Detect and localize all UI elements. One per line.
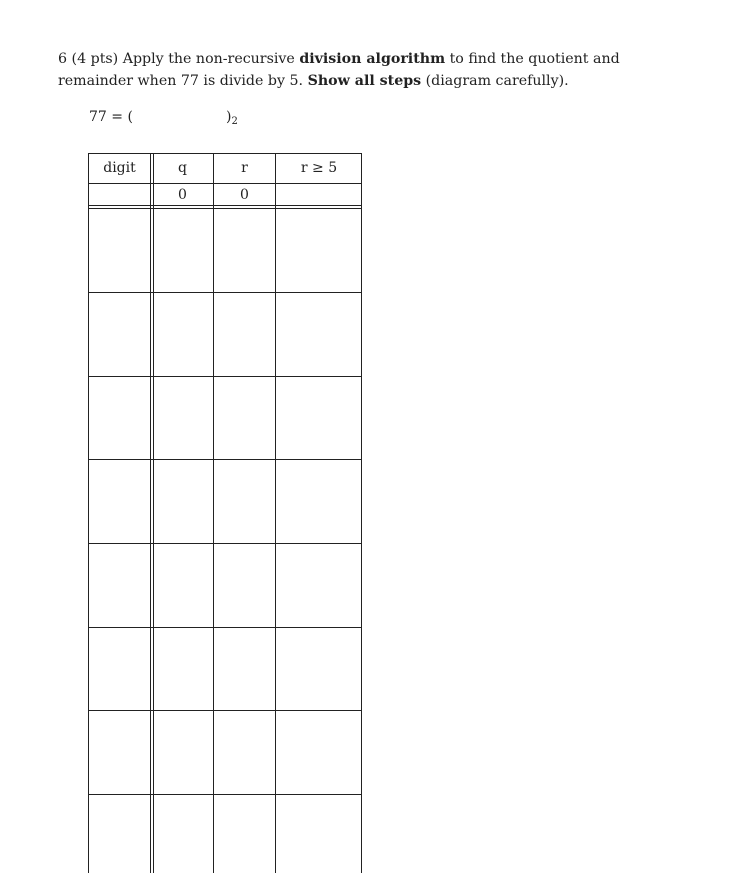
table-line — [88, 205, 362, 206]
table-line — [88, 292, 362, 293]
table-line — [150, 153, 151, 873]
equation-base: 2 — [231, 116, 238, 127]
initial-r-ge-5-cell — [276, 184, 362, 206]
table-line — [88, 183, 362, 184]
table-line — [361, 153, 362, 873]
division-table — [88, 153, 362, 873]
table-header-row — [88, 153, 362, 184]
question-bold-division-algorithm: division algorithm — [299, 51, 446, 67]
question-suffix: (diagram carefully). — [421, 73, 569, 89]
table-line — [88, 794, 362, 795]
header-r: r — [241, 160, 248, 176]
initial-r-cell: 0 — [240, 187, 249, 203]
table-line — [88, 376, 362, 377]
header-digit: digit — [103, 160, 136, 176]
table-line — [88, 710, 362, 711]
table-line — [88, 627, 362, 628]
header-r-ge-5: r ≥ 5 — [300, 160, 338, 176]
initial-digit-cell — [88, 184, 151, 206]
table-initial-row — [88, 184, 362, 206]
table-line — [153, 153, 154, 873]
question-prefix: 6 (4 pts) Apply the non-recursive — [58, 51, 300, 67]
initial-q-cell: 0 — [178, 187, 187, 203]
header-q: q — [178, 160, 187, 176]
equation-left: 77 = ( — [89, 109, 133, 125]
table-line — [88, 208, 362, 209]
table-line — [88, 153, 362, 154]
table-line — [275, 153, 276, 873]
question-text — [58, 48, 698, 92]
question-bold-show-all-steps: Show all steps — [307, 73, 422, 89]
table-line — [213, 153, 214, 873]
table-line — [88, 153, 89, 873]
table-line — [88, 543, 362, 544]
equation-right — [226, 109, 238, 127]
table-line — [88, 459, 362, 460]
question-middle: to find the quotient and remainder when 77 is divide by 5. — [58, 51, 620, 89]
equation-close-paren: ) — [226, 109, 232, 125]
